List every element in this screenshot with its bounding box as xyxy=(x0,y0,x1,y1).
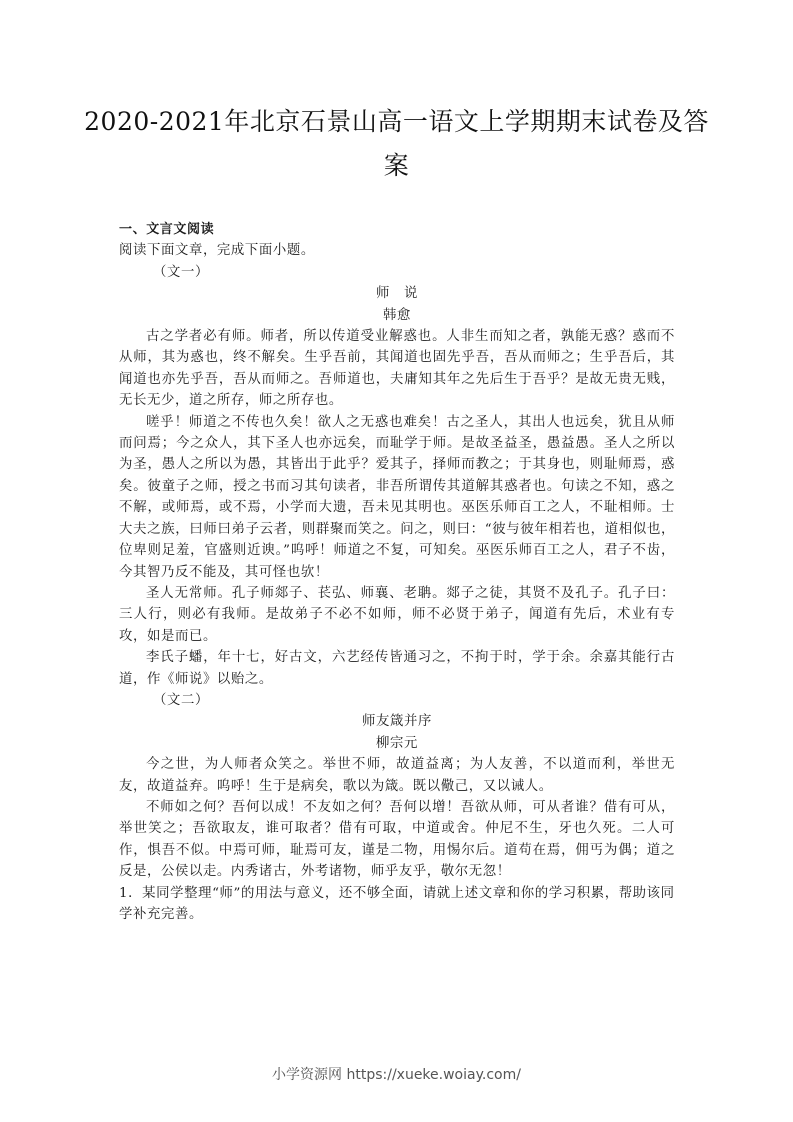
document-body xyxy=(119,219,675,925)
text1-paragraph: 嗟乎！师道之不传也久矣！欲人之无惑也难矣！古之圣人，其出人也远矣，犹且从师而问焉；今之众人，其下圣人也亦远矣，而耻学于师。是故圣益圣，愚益愚。圣人之所以为圣，愚人之所以为愚，其皆出于此乎？爱其子，择师而教之；于其身也，则耻师焉，惑矣。彼童子之师，授之书而习其句读者，非吾所谓传其道解其惑者也。句读之不知，惑之不解，或师焉，或不焉，小学而大遗，吾未见其明也。巫医乐师百工之人，不耻相师。士大夫之族，曰师曰弟子云者，则群聚而笑之。问之，则曰：“彼与彼年相若也，道相似也，位卑则足羞，官盛则近谀。”呜呼！师道之不复，可知矣。巫医乐师百工之人，君子不齿，今其智乃反不能及，其可怪也欤！ xyxy=(119,414,675,580)
text2-label: （文二） xyxy=(153,692,209,708)
document-title-line-1: 2020-2021年北京石景山高一语文上学期期末试卷及答 xyxy=(84,107,709,136)
text1-title: 师 说 xyxy=(376,286,418,302)
text2-paragraph: 不师如之何？吾何以成！不友如之何？吾何以增！吾欲从师，可从者谁？借有可从，举世笑之；吾欲取友，谁可取者？借有可取，中道或舍。仲尼不生，牙也久死。二人可作，惧吾不似。中焉可师，耻焉可友，谨是二物，用惕尔后。道苟在焉，佣丐为偶；道之反是，公侯以走。内秀诸古，外考诸物，师乎友乎，敬尔无忽！ xyxy=(119,799,675,880)
instruction-text: 阅读下面文章，完成下面小题。 xyxy=(119,243,315,259)
text1-paragraph: 李氏子蟠，年十七，好古文，六艺经传皆通习之，不拘于时，学于余。余嘉其能行古道，作《师说》以贻之。 xyxy=(119,650,675,687)
text1-paragraph: 圣人无常师。孔子师郯子、苌弘、师襄、老聃。郯子之徒，其贤不及孔子。孔子曰：三人行，则必有我师。是故弟子不必不如师，师不必贤于弟子，闻道有先后，术业有专攻，如是而已。 xyxy=(119,585,675,644)
text2-paragraph: 今之世，为人师者众笑之。举世不师，故道益离；为人友善，不以道而利，举世无友，故道益弃。呜呼！生于是病矣，歌以为箴。既以儆己，又以诫人。 xyxy=(119,757,675,794)
section-heading: 一、文言文阅读 xyxy=(119,222,215,237)
question-1: 1．某同学整理“师”的用法与意义，还不够全面，请就上述文章和你的学习积累，帮助该同学补充完善。 xyxy=(119,885,675,922)
text1-label: （文一） xyxy=(153,264,209,280)
text2-author: 柳宗元 xyxy=(376,735,418,751)
text1-author: 韩愈 xyxy=(383,307,411,323)
text1-paragraph: 古之学者必有师。师者，所以传道受业解惑也。人非生而知之者，孰能无惑？惑而不从师，其为惑也，终不解矣。生乎吾前，其闻道也固先乎吾，吾从而师之；生乎吾后，其闻道也亦先乎吾，吾从而师之。吾师道也，夫庸知其年之先后生于吾乎？是故无贵无贱，无长无少，道之所存，师之所存也。 xyxy=(119,329,675,409)
document-title-line-2: 案 xyxy=(383,151,410,180)
footer-watermark: 小学资源网 https://xueke.woiay.com/ xyxy=(272,1067,521,1083)
text2-title: 师友箴并序 xyxy=(362,714,432,730)
